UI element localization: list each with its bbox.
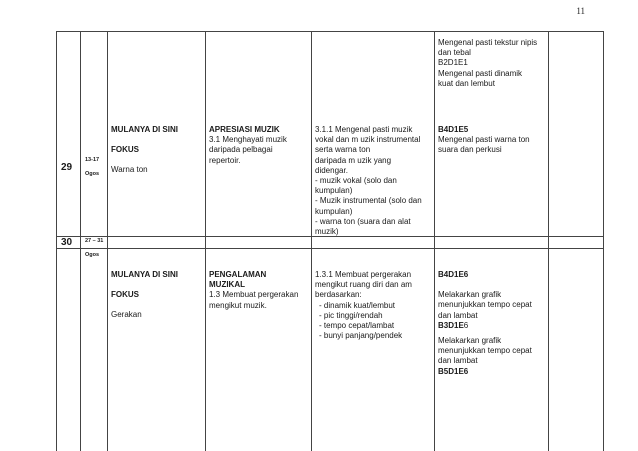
standard-line: menunjukkan tempo cepat — [438, 300, 532, 310]
week-number: 29 — [61, 162, 73, 173]
table-rule — [80, 31, 81, 451]
outcome-line: - warna ton (suara dan alat — [315, 216, 411, 226]
outcome-line: kumpulan) — [315, 206, 353, 216]
area-line: mengikut muzik. — [209, 300, 267, 310]
week-number: 30 — [61, 237, 73, 248]
focus-label: FOKUS — [111, 145, 139, 155]
outcome-bullet: - tempo cepat/lambat — [319, 321, 395, 331]
standard-line: dan lambat — [438, 310, 478, 320]
week-month: Ogos — [85, 171, 100, 177]
standard-line: menunjukkan tempo cepat — [438, 346, 532, 356]
outcome-bullet: - dinamik kuat/lembut — [319, 300, 396, 310]
table-rule — [56, 31, 604, 32]
area-line: 1.3 Membuat pergerakan — [209, 290, 299, 300]
outcome-bullet: - pic tinggi/rendah — [319, 310, 383, 320]
learning-area-cell — [209, 270, 309, 311]
outcome-line: - muzik vokal (solo dan — [315, 176, 397, 186]
outcome-line: daripada m uzik yang — [315, 155, 392, 165]
outcome-line: vokal dan m uzik instrumental — [315, 135, 421, 145]
area-line: 3.1 Menghayati muzik — [209, 135, 287, 145]
topic-cell — [111, 125, 203, 176]
standard-line: kuat dan lembut — [438, 78, 495, 88]
standard-code: B5D1E6 — [438, 366, 469, 376]
outcome-line: kumpulan) — [315, 186, 353, 196]
standard-code-bold: B3D1E — [438, 320, 464, 330]
outcome-cell — [315, 125, 433, 237]
standard-cell — [438, 270, 548, 377]
area-line: repertoir. — [209, 155, 241, 165]
topic-title: MULANYA DI SINI — [111, 270, 178, 279]
standard-code: B4D1E6 — [438, 270, 469, 279]
area-title: APRESIASI MUZIK — [209, 125, 280, 134]
outcome-line: muzik) — [315, 227, 339, 237]
standard-line: Mengenal pasti tekstur nipis — [438, 38, 538, 47]
standard-line: Melakarkan grafik — [438, 290, 502, 300]
outcome-line: - Muzik instrumental (solo dan — [315, 196, 422, 206]
standard-code — [438, 321, 548, 331]
outcome-line: 1.3.1 Membuat pergerakan — [315, 270, 412, 279]
week-month: Ogos — [85, 252, 100, 258]
top-standard-cell — [438, 38, 548, 89]
table-rule — [311, 31, 312, 451]
outcome-line: berdasarkan: — [315, 290, 362, 300]
focus-value: Warna ton — [111, 165, 148, 175]
focus-label: FOKUS — [111, 290, 139, 300]
table-rule — [434, 31, 435, 451]
standard-line: Mengenal pasti warna ton — [438, 135, 530, 145]
standard-line: Mengenal pasti dinamik — [438, 68, 523, 78]
standard-line: suara dan perkusi — [438, 145, 502, 155]
outcome-line: didengar. — [315, 165, 348, 175]
outcome-line: 3.1.1 Mengenal pasti muzik — [315, 125, 413, 134]
outcome-line: mengikut ruang diri dan am — [315, 280, 412, 290]
table-rule — [603, 31, 604, 451]
standard-line: Melakarkan grafik — [438, 336, 502, 346]
page-number: 11 — [576, 6, 585, 16]
table-rule — [548, 31, 549, 451]
standard-cell — [438, 125, 548, 156]
outcome-bullet: - bunyi panjang/pendek — [319, 331, 403, 341]
area-title: PENGALAMAN — [209, 270, 267, 279]
area-title: MUZIKAL — [209, 280, 245, 290]
outcome-cell — [315, 270, 433, 341]
standard-code: B4D1E5 — [438, 125, 469, 134]
table-rule — [56, 31, 57, 451]
learning-area-cell — [209, 125, 309, 166]
topic-title: MULANYA DI SINI — [111, 125, 178, 134]
standard-line: B2D1E1 — [438, 58, 468, 68]
week-dates: 27 – 31 — [85, 238, 104, 244]
topic-cell — [111, 270, 203, 321]
table-rule — [107, 31, 108, 451]
week-dates: 13-17 — [85, 157, 100, 163]
standard-line: dan tebal — [438, 48, 471, 58]
standard-code-suffix: 6 — [463, 320, 469, 330]
table-rule — [56, 248, 604, 249]
area-line: daripada pelbagai — [209, 145, 273, 155]
outcome-line: serta warna ton — [315, 145, 371, 155]
table-rule — [205, 31, 206, 451]
focus-value: Gerakan — [111, 310, 142, 320]
standard-line: dan lambat — [438, 356, 478, 366]
